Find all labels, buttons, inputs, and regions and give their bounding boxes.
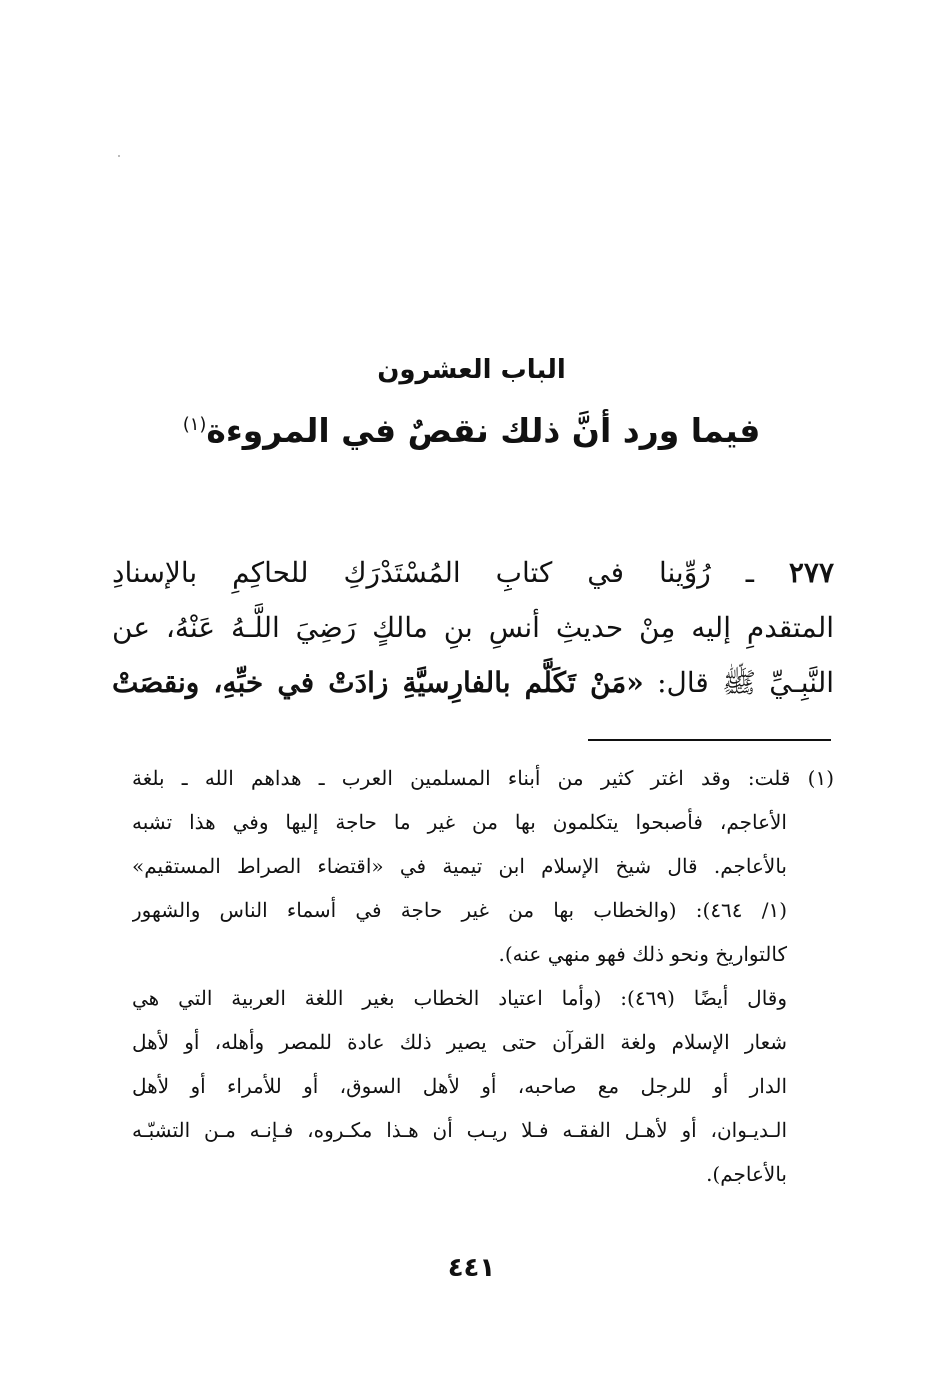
main-text-line	[112, 545, 834, 600]
page-number: ٤٤١	[447, 1253, 496, 1283]
footnote-line: (١/ ٤٦٤): (والخطاب بها من غير حاجة في أسماء الناس والشهور	[132, 898, 787, 922]
footnote-line: الـديـوان، أو لأهـل الفقـه فـلا ريـب أن هـذا مكـروه، فـإنـه مـن التشبّـه	[132, 1118, 787, 1142]
hadith-number: ٢٧٧	[788, 556, 834, 589]
chapter-kicker: الباب العشرون	[377, 355, 566, 385]
main-text-segment: ـ رُوِّينا في كتابِ المُسْتَدْرَكِ للحاكِمِ بالإسنادِ	[112, 556, 789, 589]
main-text-segment: النَّبِـيِّ ﷺ قال:	[643, 666, 834, 699]
main-text-line	[112, 600, 834, 655]
footnote-divider	[588, 739, 831, 741]
scan-speck	[118, 155, 120, 157]
hadith-quote: «مَنْ تَكَلَّم بالفارِسيَّةِ زادَتْ في خبِّهِ، ونقصَتْ	[112, 666, 644, 699]
main-text-line	[112, 655, 834, 710]
footnote-line: بالأعاجم. قال شيخ الإسلام ابن تيمية في «اقتضاء الصراط المستقيم»	[132, 854, 787, 878]
chapter-title	[0, 405, 943, 457]
footnote-line: كالتواريخ ونحو ذلك فهو منهي عنه).	[498, 942, 787, 966]
main-text	[112, 545, 834, 710]
main-text-segment: المتقدمِ إليه مِنْ حديثِ أنسِ بنِ مالكٍ رَضِيَ اللَّـهُ عَنْهُ، عن	[112, 611, 834, 644]
footnote-line: وقال أيضًا (٤٦٩): (وأما اعتياد الخطاب بغير اللغة العربية التي هي	[132, 986, 787, 1010]
footnote-line: شعار الإسلام ولغة القرآن حتى يصير ذلك عادة للمصر وأهله، أو لأهل	[132, 1030, 787, 1054]
footnote-line: بالأعاجم).	[706, 1162, 787, 1186]
title-footnote-ref: (١)	[182, 414, 207, 435]
footnote-line: (١) قلت: وقد اغتر كثير من أبناء المسلمين العرب ـ هداهم الله ـ بلغة	[132, 766, 834, 790]
footnote-line: الأعاجم، فأصبحوا يتكلمون بها من غير ما حاجة إليها وفي هذا تشبه	[132, 810, 787, 834]
footnotes	[132, 756, 834, 1196]
footnote-line: الدار أو للرجل مع صاحبه، أو لأهل السوق، أو للأمراء أو لأهل	[132, 1074, 787, 1098]
chapter-title-text: فيما ورد أنَّ ذلك نقصٌ في المروءة	[206, 411, 761, 450]
